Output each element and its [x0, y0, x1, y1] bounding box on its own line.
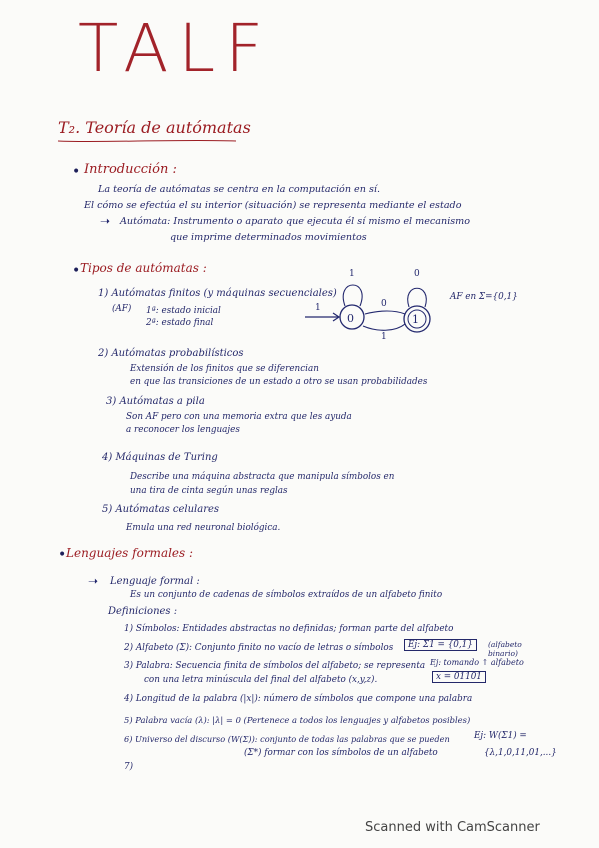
ex-alphabet: [404, 640, 477, 650]
type-4-desc-2: una tira de cinta según unas reglas: [130, 486, 288, 496]
edge-label: 1: [349, 269, 355, 279]
ex-word: Ej: tomando ↑ alfabeto: [430, 658, 524, 667]
type-4-label: 4) Máquinas de Turing: [102, 452, 218, 463]
intro-line-3: Autómata: Instrumento o aparato que ejecuta él sí mismo el mecanismo: [120, 216, 471, 227]
state-q1-label: 1: [412, 313, 419, 326]
type-5-label: 5) Autómatas celulares: [102, 504, 220, 515]
topic-heading: T₂. Teoría de autómatas: [58, 118, 251, 137]
type-1-initial: 1ª: estado inicial: [146, 306, 221, 316]
intro-heading: Introducción :: [84, 162, 177, 177]
alphabet-example-box: Ej: Σ1 = {0,1}: [404, 639, 477, 651]
type-1-af: (AF): [112, 304, 132, 314]
type-2-label: 2) Autómatas probabilísticos: [98, 348, 244, 359]
edge-label: 0: [414, 269, 420, 279]
intro-line-1: La teoría de autómatas se centra en la computación en sí.: [98, 184, 381, 195]
type-2-desc-1: Extensión de los finitos que se diferencian: [130, 364, 319, 374]
def-7: 7): [124, 762, 134, 772]
type-1-label: 1) Autómatas finitos (y máquinas secuenciales): [98, 288, 337, 299]
topic-underline: [58, 138, 238, 144]
type-1-final: 2ª: estado final: [146, 318, 214, 328]
def-universe: 6) Universo del discurso (W(Σ)): conjunto de todas las palabras que se pueden: [124, 734, 450, 744]
af-alphabet-note: AF en Σ={0,1}: [450, 292, 518, 302]
intro-line-4: que imprime determinados movimientos: [170, 232, 367, 243]
bullet-dot: •: [72, 164, 81, 180]
camscanner-watermark: Scanned with CamScanner: [365, 820, 540, 835]
formal-def-head: Lenguaje formal :: [110, 576, 200, 587]
formal-def-text: Es un conjunto de cadenas de símbolos extraídos de un alfabeto finito: [130, 590, 443, 600]
intro-line-2: El cómo se efectúa el su interior (situación) se representa mediante el estado: [84, 200, 462, 211]
bullet-dot: •: [58, 547, 67, 563]
type-4-desc-1: Describe una máquina abstracta que manipula símbolos en: [130, 472, 395, 482]
type-3-label: 3) Autómatas a pila: [106, 396, 205, 407]
state-q0-label: 0: [347, 312, 354, 325]
def-word-cont: con una letra minúscula del final del alfabeto (x,y,z).: [144, 675, 378, 685]
def-alphabet: 2) Alfabeto (Σ): Conjunto finito no vacío de letras o símbolos: [124, 643, 394, 653]
ex-word-value: [432, 672, 486, 682]
type-3-desc-2: a reconocer los lenguajes: [126, 425, 240, 435]
def-symbols: 1) Símbolos: Entidades abstractas no definidas; forman parte del alfabeto: [124, 624, 454, 634]
def-universe-cont: (Σ*) formar con los símbolos de un alfabeto: [244, 748, 438, 758]
arrow-icon: ➝: [88, 574, 99, 588]
automaton-diagram: [305, 270, 445, 340]
ex-alphabet-note: (alfabeto binario): [488, 640, 522, 658]
edge-label: 0: [381, 299, 387, 309]
edge-label: 1: [315, 303, 321, 313]
formal-heading: Lenguajes formales :: [66, 546, 194, 560]
type-3-desc-1: Son AF pero con una memoria extra que les ayuda: [126, 412, 352, 422]
definitions-label: Definiciones :: [108, 606, 178, 617]
def-length: 4) Longitud de la palabra (|x|): número de símbolos que compone una palabra: [124, 694, 473, 704]
type-5-desc-1: Emula una red neuronal biológica.: [126, 523, 281, 533]
ex-universe-value: {λ,1,0,11,01,...}: [484, 748, 557, 758]
edge-label: 1: [381, 332, 387, 342]
type-2-desc-2: en que las transiciones de un estado a otro se usan probabilidades: [130, 377, 428, 387]
page-title: TALF: [78, 10, 274, 87]
word-example-box: x = 01101: [432, 671, 486, 683]
ex-universe: Ej: W(Σ1) =: [474, 731, 527, 741]
bullet-dot: •: [72, 263, 81, 279]
arrow-icon: ➝: [100, 214, 111, 228]
def-empty-word: 5) Palabra vacía (λ): |λ| = 0 (Pertenece a todos los lenguajes y alfabetos posibles): [124, 715, 471, 725]
types-heading: Tipos de autómatas :: [80, 261, 207, 275]
def-word: 3) Palabra: Secuencia finita de símbolos del alfabeto; se representa: [124, 661, 426, 671]
